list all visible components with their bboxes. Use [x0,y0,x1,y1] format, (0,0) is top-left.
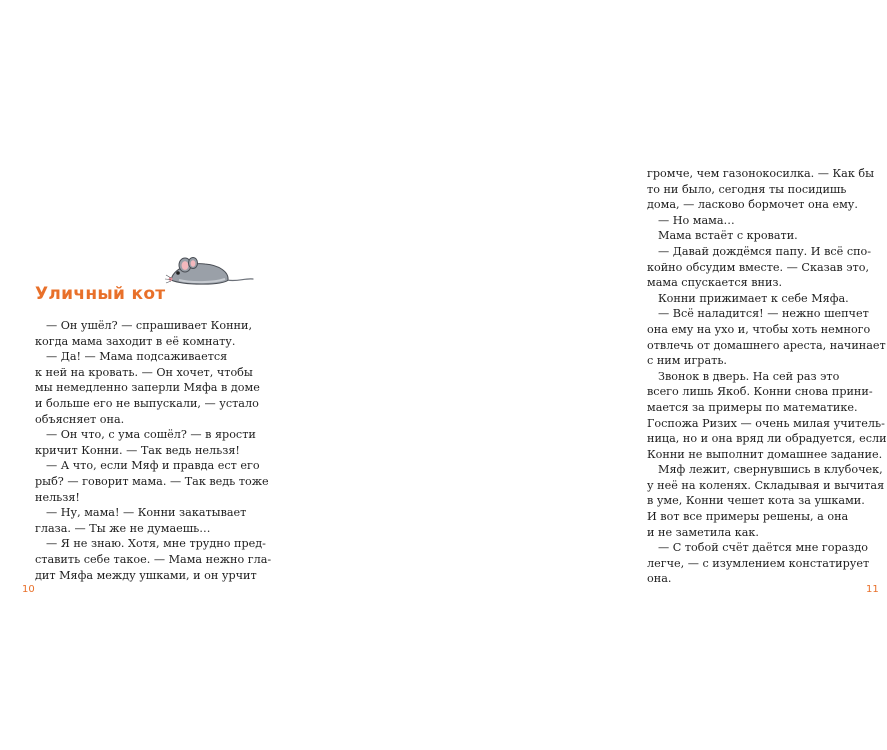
text-line: она ему на ухо и, чтобы хоть немного [647,322,871,336]
text-line: у неё на коленях. Складывая и вычитая [647,478,885,492]
text-line: дома, — ласково бормочет она ему. [647,198,858,212]
text-line: — С тобой счёт даётся мне гораздо [658,541,869,555]
text-line: Мяф лежит, свернувшись в клубочек, [658,463,883,477]
text-line: в уме, Конни чешет кота за ушками. [647,494,865,508]
text-line: койно обсудим вместе. — Сказав это, [647,260,870,274]
text-line: Конни не выполнит домашнее задание. [647,447,883,461]
text-line: кричит Конни. — Так ведь нельзя! [35,443,240,457]
text-line: — Всё наладится! — нежно шепчет [658,307,869,321]
text-line: дит Мяфа между ушками, и он урчит [35,568,257,582]
left-page [0,0,300,750]
text-line: и больше его не выпускали, — устало [35,396,259,410]
text-line: то ни было, сегодня ты посидишь [647,182,847,196]
text-line: — Он что, с ума сошёл? — в ярости [46,428,256,442]
text-line: — Ну, мама! — Конни закатывает [46,506,247,520]
text-line: И вот все примеры решены, а она [647,510,849,524]
text-line: — Но мама… [658,213,735,227]
text-line: и не заметила как. [647,525,759,539]
right-page [300,0,887,750]
text-line: — Я не знаю. Хотя, мне трудно пред- [46,537,266,551]
text-line: всего лишь Якоб. Конни снова прини- [647,385,873,399]
text-line: мы немедленно заперли Мяфа в доме [35,381,260,395]
text-line: мама спускается вниз. [647,276,783,290]
text-line: Звонок в дверь. На сей раз это [658,369,840,383]
text-line: глаза. — Ты же не думаешь… [35,521,211,535]
text-line: к ней на кровать. — Он хочет, чтобы [35,365,253,379]
text-line: — Да! — Мама подсаживается [46,350,228,364]
text-line: она. [647,572,672,586]
text-line: с ним играть. [647,354,727,368]
text-line: громче, чем газонокосилка. — Как бы [647,167,875,180]
right-page-text [647,166,887,587]
text-line: Госпожа Ризих — очень милая учитель- [647,416,885,430]
text-line: — Он ушёл? — спрашивает Конни, [46,319,253,332]
text-line: объясняет она. [35,412,125,426]
text-line: мается за примеры по математике. [647,400,858,414]
text-line: ставить себе такое. — Мама нежно гла- [35,552,272,566]
text-line: легче, — с изумлением констатирует [647,556,870,570]
text-line: ница, но и она вряд ли обрадуется, если [647,432,887,446]
text-line: — Давай дождёмся папу. И всё спо- [658,244,872,258]
chapter-title: Уличный кот [35,284,166,304]
toy-mouse-illustration [165,252,255,292]
page-number-left: 10 [22,584,35,595]
text-line: когда мама заходит в её комнату. [35,334,236,348]
text-line: Мама встаёт с кровати. [658,229,798,243]
text-line: — А что, если Мяф и правда ест его [46,459,260,473]
page-number-right: 11 [866,584,879,595]
text-line: рыб? — говорит мама. — Так ведь тоже [35,474,269,488]
text-line: Конни прижимает к себе Мяфа. [658,291,849,305]
text-line: нельзя! [35,490,80,504]
text-line: отвлечь от домашнего ареста, начинает [647,338,886,352]
left-page-text [35,318,279,583]
